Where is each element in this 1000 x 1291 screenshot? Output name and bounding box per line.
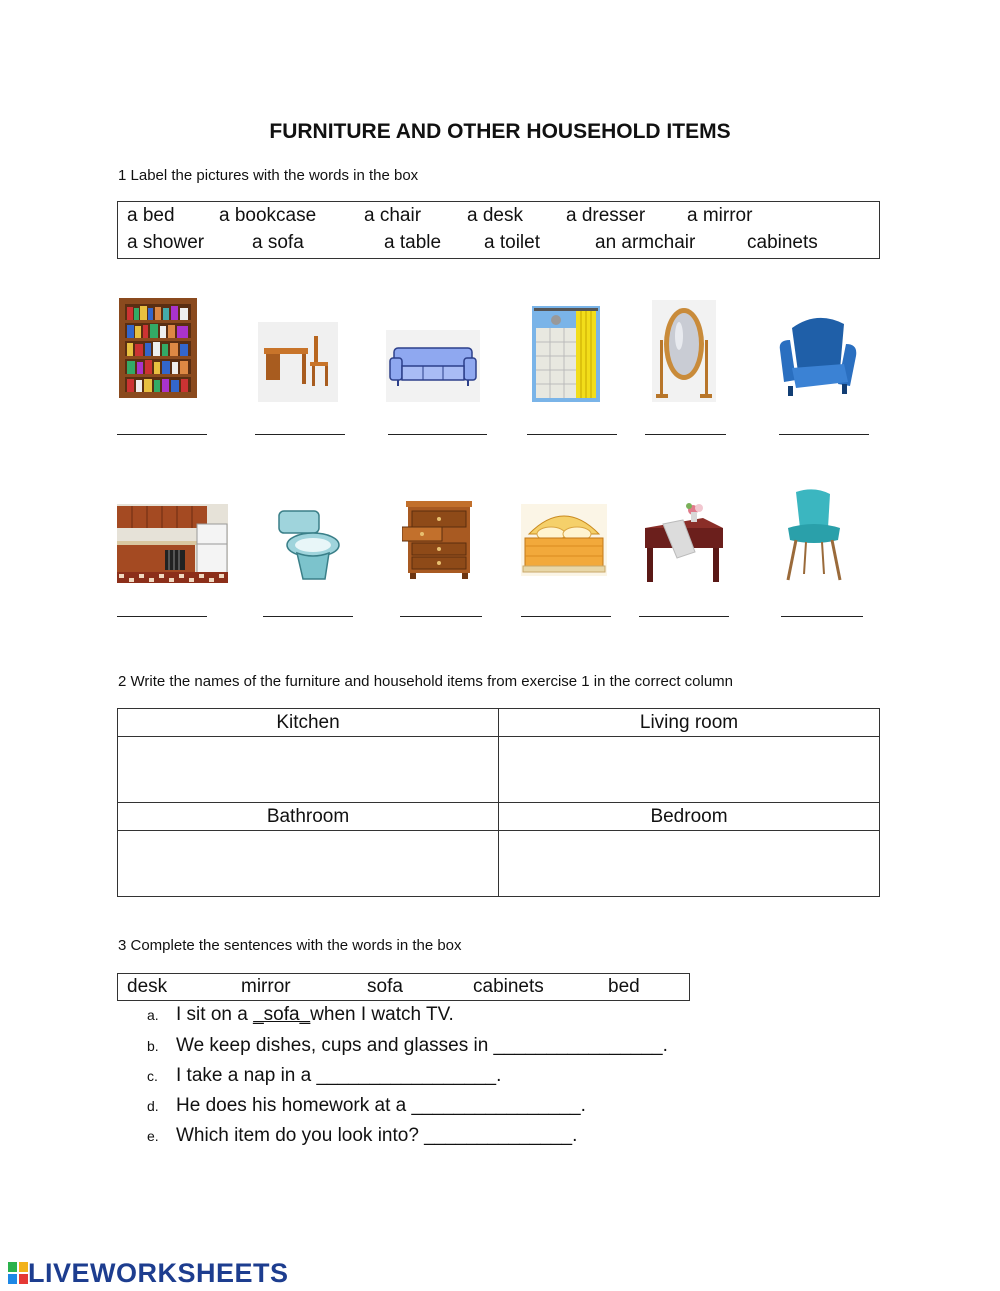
word-a-dresser: a dresser xyxy=(566,205,646,226)
exercise2-instruction: 2 Write the names of the furniture and household items from exercise 1 in the correct column xyxy=(118,673,734,690)
word-a-bed: a bed xyxy=(127,205,175,226)
answer-blank[interactable] xyxy=(263,616,353,617)
sentence-letter: d. xyxy=(147,1098,159,1114)
toilet-picture xyxy=(273,509,345,583)
column-bathroom: Bathroom xyxy=(118,803,499,831)
living-room-answer-cell[interactable] xyxy=(499,737,880,803)
column-bedroom: Bedroom xyxy=(499,803,880,831)
exercise1-word-box xyxy=(117,201,880,259)
answer-blank[interactable] xyxy=(645,434,726,435)
room-columns-table xyxy=(117,708,880,897)
answer-blank[interactable] xyxy=(388,434,487,435)
answer-blank[interactable] xyxy=(779,434,869,435)
answer-blank[interactable] xyxy=(521,616,611,617)
armchair-picture xyxy=(774,310,860,402)
word-a-toilet: a toilet xyxy=(484,232,540,253)
table-picture xyxy=(643,500,725,584)
sentence-b[interactable] xyxy=(147,1035,668,1057)
desk-picture xyxy=(258,322,338,402)
sentence-letter: a. xyxy=(147,1007,159,1023)
sentence-letter: c. xyxy=(147,1068,158,1084)
sentence-a xyxy=(147,1004,454,1026)
page-title: FURNITURE AND OTHER HOUSEHOLD ITEMS xyxy=(269,120,731,143)
exercise3-word-box xyxy=(117,973,690,1001)
answer-blank[interactable] xyxy=(527,434,617,435)
dresser-picture xyxy=(402,499,476,583)
bedroom-answer-cell[interactable] xyxy=(499,831,880,897)
column-living-room: Living room xyxy=(499,709,880,737)
word-a-shower: a shower xyxy=(127,232,205,253)
sentence-text: Which item do you look into? ______________. xyxy=(176,1125,578,1146)
logo-blocks-icon xyxy=(8,1262,28,1284)
word-a-bookcase: a bookcase xyxy=(219,205,317,226)
word-desk: desk xyxy=(127,976,168,997)
cabinets-picture xyxy=(117,504,228,583)
answer-blank[interactable] xyxy=(639,616,729,617)
word-a-mirror: a mirror xyxy=(687,205,753,226)
kitchen-answer-cell[interactable] xyxy=(118,737,499,803)
sentence-e[interactable] xyxy=(147,1125,577,1147)
word-a-table: a table xyxy=(384,232,442,253)
sentence-d[interactable] xyxy=(147,1095,586,1117)
sentence-c[interactable] xyxy=(147,1065,501,1087)
sentence-text: He does his homework at a ________________. xyxy=(176,1095,586,1116)
word-cabinets: cabinets xyxy=(747,232,818,253)
bathroom-answer-cell[interactable] xyxy=(118,831,499,897)
exercise1-instruction: 1 Label the pictures with the words in the box xyxy=(118,167,419,184)
sentence-text: I take a nap in a _________________. xyxy=(176,1065,502,1086)
answer-blank[interactable] xyxy=(117,434,207,435)
bookcase-picture xyxy=(117,294,201,400)
logo-text: LIVEWORKSHEETS xyxy=(28,1258,289,1288)
sentence-text: I sit on a xyxy=(176,1004,254,1025)
word-a-chair: a chair xyxy=(364,205,422,226)
chair-picture xyxy=(782,488,846,582)
sentence-text: We keep dishes, cups and glasses in ________________. xyxy=(176,1035,668,1056)
answer-blank[interactable] xyxy=(400,616,482,617)
word-an-armchair: an armchair xyxy=(595,232,696,253)
word-bed: bed xyxy=(608,976,640,997)
sentence-letter: e. xyxy=(147,1128,159,1144)
answer-blank[interactable] xyxy=(781,616,863,617)
word-a-sofa: a sofa xyxy=(252,232,304,253)
word-a-desk: a desk xyxy=(467,205,523,226)
sentence-answer[interactable]: _sofa_ xyxy=(253,1004,311,1025)
sentence-text: when I watch TV. xyxy=(310,1004,454,1025)
sentence-letter: b. xyxy=(147,1038,159,1054)
word-cabinets: cabinets xyxy=(473,976,544,997)
sofa-picture xyxy=(386,330,480,402)
shower-picture xyxy=(532,306,600,402)
word-mirror: mirror xyxy=(241,976,291,997)
liveworksheets-logo xyxy=(8,1258,289,1289)
exercise3-instruction: 3 Complete the sentences with the words in the box xyxy=(118,937,462,954)
answer-blank[interactable] xyxy=(117,616,207,617)
mirror-picture xyxy=(652,300,716,402)
word-sofa: sofa xyxy=(367,976,403,997)
bed-picture xyxy=(521,504,607,576)
column-kitchen: Kitchen xyxy=(118,709,499,737)
answer-blank[interactable] xyxy=(255,434,345,435)
